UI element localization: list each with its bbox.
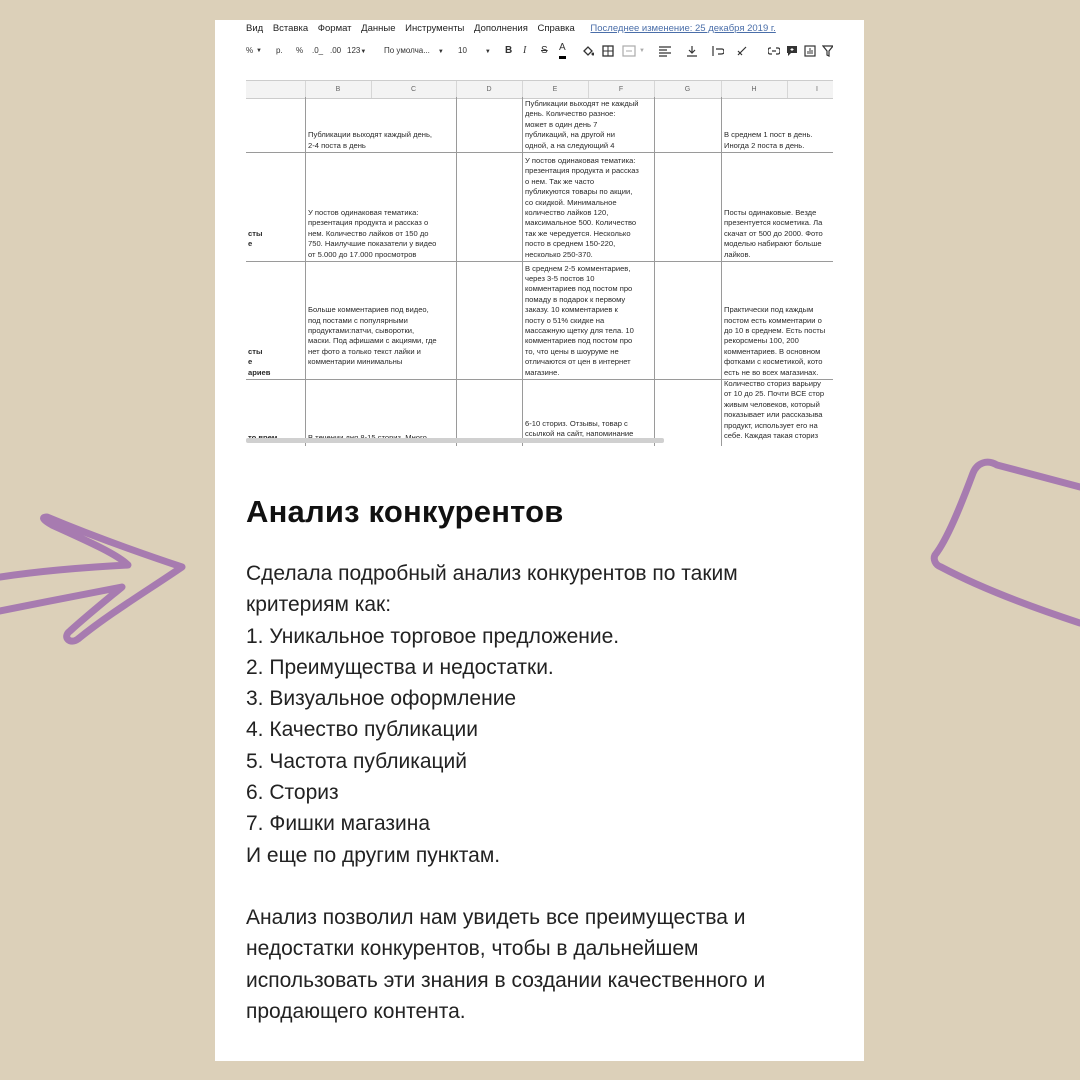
cell-text: моделью набирают больше bbox=[724, 239, 822, 249]
cell-text: комментариев под постом про bbox=[525, 284, 633, 294]
list-item: 7. Фишки магазина bbox=[246, 812, 431, 836]
cell-text: помаду в подарок к первому bbox=[525, 294, 626, 304]
table-cell[interactable] bbox=[655, 261, 722, 379]
table-cell[interactable] bbox=[722, 152, 833, 261]
cell-text: через 3-5 постов 10 bbox=[525, 273, 595, 283]
cell-text: рекорсмены 100, 200 bbox=[724, 336, 799, 346]
cell-text: 6-10 сториз. Отзывы, товар с bbox=[525, 419, 628, 428]
cell-text bbox=[248, 250, 303, 260]
table-cell[interactable] bbox=[722, 97, 833, 152]
cell-text: нем. Количество лайков от 150 до bbox=[308, 228, 429, 238]
column-header-f[interactable]: F bbox=[588, 81, 655, 98]
conclusion-line: недостатки конкурентов, чтобы в дальнейшем bbox=[246, 937, 699, 961]
cell-text: комментарии минимальны bbox=[308, 357, 403, 367]
column-header-c[interactable]: C bbox=[371, 81, 457, 98]
table-cell[interactable] bbox=[457, 97, 523, 152]
table-cell[interactable] bbox=[306, 261, 457, 379]
cell-text: Публикации выходят каждый день, bbox=[308, 130, 433, 140]
conclusion-line: использовать эти знания в создании качественного и bbox=[246, 968, 766, 992]
cell-text: фотками с косметикой, кото bbox=[724, 357, 823, 367]
number-format-label: 123 bbox=[347, 46, 361, 55]
cell-text: есть не во всех магазинах. bbox=[724, 367, 819, 377]
cell-text: Посты одинаковые. Везде bbox=[724, 207, 817, 217]
increase-decimal-button[interactable]: .00 bbox=[330, 46, 342, 55]
bold-button[interactable]: B bbox=[505, 45, 513, 56]
table-cell[interactable] bbox=[246, 97, 306, 152]
menu-item-help[interactable]: Справка bbox=[537, 23, 575, 34]
sheet-toolbar bbox=[246, 40, 833, 62]
cell-text bbox=[308, 368, 454, 378]
intro-line: критериям как: bbox=[246, 593, 392, 617]
number-format-dropdown[interactable] bbox=[347, 40, 366, 63]
italic-button[interactable]: I bbox=[523, 45, 527, 56]
cell-text: комментариев под постом про bbox=[525, 336, 633, 346]
table-row bbox=[246, 379, 833, 446]
cell-text: магазине. bbox=[525, 367, 560, 377]
chevron-down-icon: ▼ bbox=[437, 49, 444, 55]
fill-color-icon[interactable] bbox=[582, 45, 594, 57]
cell-text: маски. Под афишами с акциями, где bbox=[308, 336, 437, 346]
horizontal-scrollbar[interactable] bbox=[246, 438, 664, 443]
cell-text: е bbox=[248, 239, 253, 249]
cell-text: У постов одинаковая тематика: bbox=[525, 155, 636, 165]
cell-text: нет фото а только текст лайки и bbox=[308, 346, 421, 356]
spreadsheet-grid bbox=[246, 97, 833, 442]
chevron-down-icon[interactable]: ▼ bbox=[639, 48, 645, 54]
outro-line: И еще по другим пунктам. bbox=[246, 843, 501, 867]
font-size-label: 10 bbox=[458, 46, 467, 55]
menu-item-data[interactable]: Данные bbox=[361, 23, 396, 34]
cell-text: Иногда 2 поста в день. bbox=[724, 140, 805, 150]
cell-text: от 10 до 25. Почти ВСЕ стор bbox=[724, 389, 825, 399]
table-cell[interactable] bbox=[722, 261, 833, 379]
column-header-i[interactable]: I bbox=[787, 81, 833, 98]
font-size-dropdown[interactable] bbox=[458, 40, 491, 63]
decrease-decimal-button[interactable]: .0_ bbox=[312, 46, 324, 55]
table-cell[interactable] bbox=[457, 379, 523, 446]
cell-text: живым человеков, который bbox=[724, 399, 820, 409]
menu-item-tools[interactable]: Инструменты bbox=[405, 23, 465, 34]
cell-text: комментариев. В основном bbox=[724, 346, 821, 356]
cell-text: отличаются от цен в интернет bbox=[525, 357, 631, 367]
text-rotation-icon[interactable] bbox=[736, 45, 750, 57]
table-row bbox=[246, 152, 833, 262]
table-cell[interactable] bbox=[523, 97, 655, 152]
table-cell[interactable] bbox=[523, 152, 655, 261]
borders-icon[interactable] bbox=[602, 45, 614, 57]
table-cell[interactable] bbox=[523, 261, 655, 379]
cell-text: скачат от 500 до 2000. Фото bbox=[724, 228, 823, 238]
table-cell[interactable] bbox=[246, 261, 306, 379]
text-color-button[interactable]: A bbox=[559, 40, 566, 59]
menu-item-insert[interactable]: Вставка bbox=[272, 23, 309, 34]
cell-text: сты bbox=[248, 346, 263, 356]
table-cell[interactable] bbox=[722, 379, 833, 446]
cell-text: показывает или рассказыва bbox=[724, 410, 823, 420]
page-title: Анализ конкурентов bbox=[246, 494, 564, 529]
cell-text: под постами с популярными bbox=[308, 315, 408, 325]
cell-text: себе. Каждая такая сториз bbox=[724, 431, 819, 441]
filter-icon[interactable] bbox=[822, 45, 833, 57]
sheet-menubar bbox=[246, 20, 833, 38]
cell-text: постом есть комментарии о bbox=[724, 315, 822, 325]
text-wrap-icon[interactable] bbox=[712, 45, 724, 57]
column-header-e[interactable]: E bbox=[522, 81, 589, 98]
intro-line: Сделала подробный анализ конкурентов по таким bbox=[246, 562, 738, 585]
vertical-align-icon[interactable] bbox=[686, 45, 698, 57]
cell-text: несколько 250-370. bbox=[525, 249, 593, 259]
criteria-text bbox=[246, 558, 846, 871]
last-edit-link[interactable]: Последнее изменение: 25 декабря 2019 г. bbox=[590, 23, 776, 34]
right-arrow-decoration bbox=[925, 455, 1080, 670]
cell-text: может в один день 7 bbox=[525, 119, 598, 129]
table-cell[interactable] bbox=[457, 152, 523, 261]
conclusion-line: продающего контента. bbox=[246, 999, 466, 1023]
cell-text: Практически под каждым bbox=[724, 305, 814, 315]
cell-text: максимальное 500. Количество bbox=[525, 218, 637, 228]
percent-format-button[interactable]: % bbox=[296, 46, 304, 55]
insert-chart-icon[interactable] bbox=[804, 45, 816, 57]
font-family-label: По умолча... bbox=[384, 46, 430, 55]
table-cell[interactable] bbox=[246, 379, 306, 446]
list-item: 4. Качество публикации bbox=[246, 718, 478, 742]
list-item: 1. Уникальное торговое предложение. bbox=[246, 624, 620, 648]
table-row bbox=[246, 261, 833, 380]
cell-text: одной, а на следующий 4 bbox=[525, 140, 615, 150]
column-header-d[interactable]: D bbox=[456, 81, 523, 98]
percent-prefix: % bbox=[246, 46, 254, 55]
align-left-icon[interactable] bbox=[658, 45, 672, 57]
list-item: 3. Визуальное оформление bbox=[246, 687, 517, 711]
cell-text: то, что цены в шоуруме не bbox=[525, 346, 619, 356]
column-header-a[interactable] bbox=[246, 81, 306, 98]
cell-text: презентация продукта и рассказ bbox=[525, 166, 639, 176]
cell-text: Количество сториз варьиру bbox=[724, 379, 821, 388]
merge-cells-icon[interactable] bbox=[622, 45, 636, 57]
cell-text: о нем. Так же часто bbox=[525, 176, 595, 186]
cell-text: презентуется косметика. Ла bbox=[724, 218, 823, 228]
chevron-down-icon: ▼ bbox=[360, 49, 367, 55]
table-cell[interactable] bbox=[306, 152, 457, 261]
cell-text: со скидкой. Минимальное bbox=[525, 197, 617, 207]
cell-text: день. Количество разное: bbox=[525, 109, 616, 119]
cell-text: ссылкой на сайт, напоминание bbox=[525, 429, 634, 439]
cell-text: 750. Наилучшие показатели у видео bbox=[308, 239, 437, 249]
currency-format-button[interactable]: р. bbox=[276, 46, 283, 55]
table-cell[interactable] bbox=[306, 379, 457, 446]
conclusion-line: Анализ позволил нам увидеть все преимущества и bbox=[246, 906, 746, 929]
column-header-g[interactable]: G bbox=[654, 81, 722, 98]
cell-text: посту о 51% скидке на bbox=[525, 315, 605, 325]
strikethrough-button[interactable]: S bbox=[541, 45, 548, 56]
cell-text: публикуются товары по акции, bbox=[525, 187, 633, 197]
list-item: 6. Сториз bbox=[246, 781, 339, 805]
table-cell[interactable] bbox=[306, 97, 457, 152]
table-cell[interactable] bbox=[457, 261, 523, 379]
cell-text: публикаций, на другой ни bbox=[525, 130, 615, 140]
table-cell[interactable] bbox=[523, 379, 655, 446]
list-item: 2. Преимущества и недостатки. bbox=[246, 655, 554, 679]
menu-item-view[interactable]: Вид bbox=[246, 23, 264, 34]
spreadsheet-screenshot bbox=[246, 20, 833, 446]
cell-text: лайков. bbox=[724, 249, 751, 259]
comment-icon[interactable] bbox=[786, 45, 798, 57]
table-cell[interactable] bbox=[655, 97, 722, 152]
chevron-down-icon[interactable]: ▼ bbox=[256, 48, 262, 54]
cell-text: Публикации выходят не каждый bbox=[525, 98, 639, 108]
cell-text: сты bbox=[248, 228, 263, 238]
cell-text: посто в среднем 150-220, bbox=[525, 239, 616, 249]
cell-text: У постов одинаковая тематика: bbox=[308, 207, 419, 217]
left-arrow-decoration bbox=[0, 505, 200, 650]
cell-text: ариев bbox=[248, 367, 271, 377]
cell-text: заказу. 10 комментариев к bbox=[525, 305, 618, 315]
table-cell[interactable] bbox=[655, 152, 722, 261]
cell-text: продуктами:патчи, сыворотки, bbox=[308, 325, 415, 335]
table-row bbox=[246, 97, 833, 153]
cell-text: презентация продукта и рассказ о bbox=[308, 218, 429, 228]
column-header-h[interactable]: H bbox=[721, 81, 788, 98]
cell-text: Больше комментариев под видео, bbox=[308, 305, 429, 315]
cell-text: В среднем 1 пост в день. bbox=[724, 130, 813, 140]
cell-text: В среднем 2-5 комментариев, bbox=[525, 263, 631, 273]
cell-text: до 10 в среднем. Есть посты bbox=[724, 325, 826, 335]
content-card bbox=[215, 20, 864, 1061]
link-icon[interactable] bbox=[768, 45, 780, 57]
table-cell[interactable] bbox=[246, 152, 306, 261]
chevron-down-icon: ▼ bbox=[484, 49, 491, 55]
cell-text: е bbox=[248, 357, 253, 367]
cell-text: от 5.000 до 17.000 просмотров bbox=[308, 249, 417, 259]
font-family-dropdown[interactable] bbox=[384, 40, 444, 63]
cell-text: 2-4 поста в день bbox=[308, 140, 366, 150]
cell-text: количество лайков 120, bbox=[525, 207, 609, 217]
cell-text: так же чередуется. Несколько bbox=[525, 228, 631, 238]
cell-text: продукт, использует его на bbox=[724, 420, 818, 430]
menu-item-addons[interactable]: Дополнения bbox=[474, 23, 528, 34]
column-header-b[interactable]: B bbox=[305, 81, 372, 98]
conclusion-text bbox=[246, 902, 846, 1027]
list-item: 5. Частота публикаций bbox=[246, 749, 468, 773]
cell-text: массажную щетку для тела. 10 bbox=[525, 325, 634, 335]
table-cell[interactable] bbox=[655, 379, 722, 446]
menu-item-format[interactable]: Формат bbox=[317, 23, 352, 34]
